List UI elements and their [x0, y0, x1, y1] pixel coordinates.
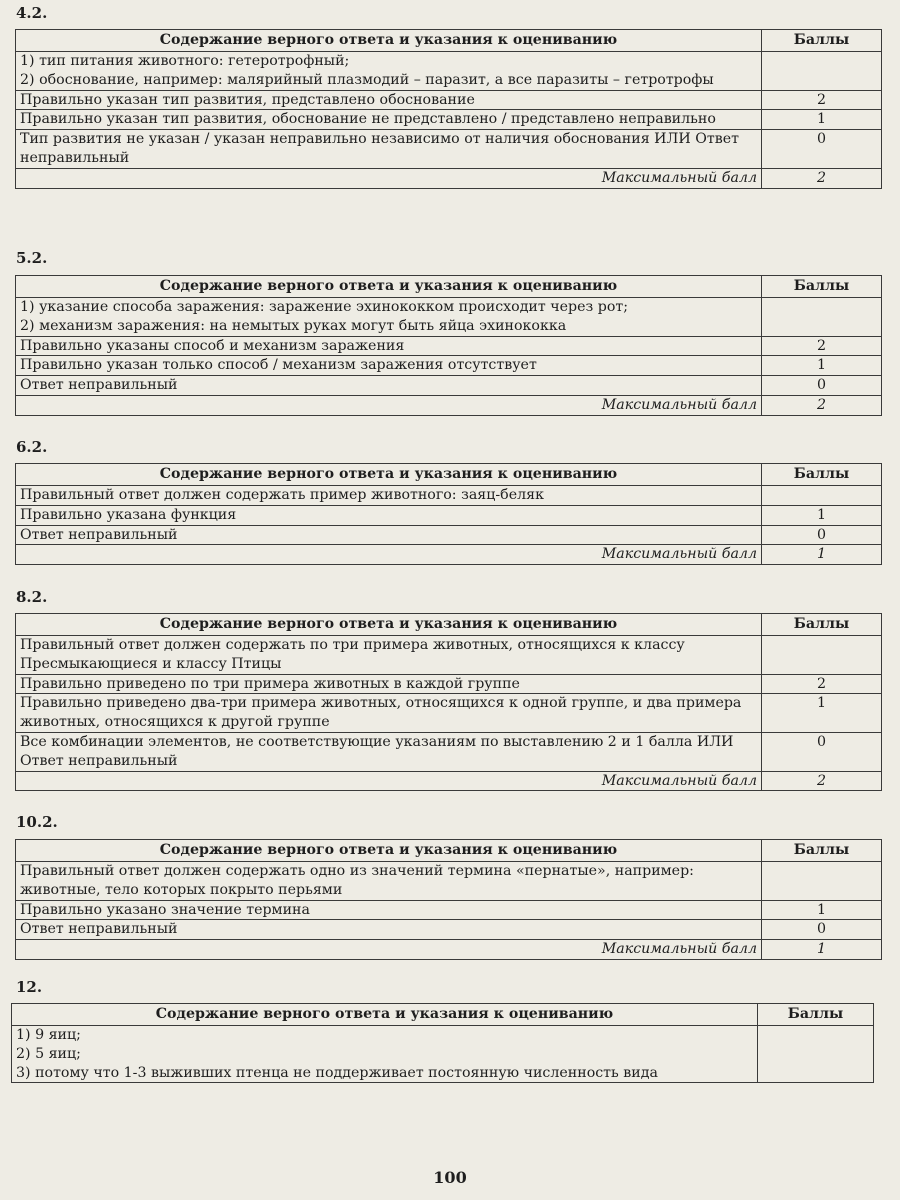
- criteria-text: Тип развития не указан / указан неправильно независимо от наличия обоснования ИЛИ Ответ неправильный: [16, 130, 762, 169]
- section-number: 5.2.: [16, 249, 48, 267]
- criteria-row: [16, 920, 882, 940]
- max-score-label: Максимальный балл: [16, 545, 762, 565]
- criteria-text: Правильно указаны способ и механизм заражения: [16, 336, 762, 356]
- answer-points-empty: [762, 636, 882, 675]
- criteria-row: [16, 356, 882, 376]
- max-score-row: [16, 168, 882, 188]
- criteria-table: [11, 1003, 874, 1083]
- criteria-text: Правильно указан тип развития, представлено обоснование: [16, 90, 762, 110]
- header-points: Баллы: [758, 1004, 874, 1026]
- criteria-points: 1: [762, 110, 882, 130]
- max-score-value: 1: [762, 545, 882, 565]
- criteria-row: [16, 900, 882, 920]
- answer-line: 3) потому что 1-3 выживших птенца не поддерживает постоянную численность вида: [16, 1064, 658, 1081]
- answer-row: [16, 862, 882, 901]
- criteria-table: [15, 839, 882, 960]
- max-score-label: Максимальный балл: [16, 395, 762, 415]
- criteria-text: Все комбинации элементов, не соответствующие указаниям по выставлению 2 и 1 балла ИЛИ Ответ неправильный: [16, 732, 762, 771]
- criteria-row: [16, 525, 882, 545]
- table-header-row: [16, 464, 882, 486]
- page-number: 100: [433, 1168, 467, 1187]
- table-header-row: [16, 614, 882, 636]
- header-content: Содержание верного ответа и указания к оцениванию: [16, 30, 762, 52]
- table-header-row: [16, 840, 882, 862]
- max-score-row: [16, 545, 882, 565]
- criteria-table: [15, 29, 882, 189]
- criteria-row: [16, 110, 882, 130]
- header-points: Баллы: [762, 614, 882, 636]
- criteria-row: [16, 505, 882, 525]
- criteria-table: [15, 613, 882, 791]
- header-content: Содержание верного ответа и указания к оцениванию: [16, 276, 762, 298]
- answer-line: 1) указание способа заражения: заражение эхинококком происходит через рот;: [20, 299, 628, 315]
- criteria-text: Ответ неправильный: [16, 525, 762, 545]
- max-score-row: [16, 940, 882, 960]
- answer-row: [16, 636, 882, 675]
- answer-line: 1) тип питания животного: гетеротрофный;: [20, 53, 350, 69]
- answer-content: [12, 1026, 758, 1083]
- max-score-label: Максимальный балл: [16, 771, 762, 791]
- criteria-points: 1: [762, 694, 882, 733]
- criteria-text: Правильно приведено по три примера животных в каждой группе: [16, 674, 762, 694]
- max-score-value: 1: [762, 940, 882, 960]
- criteria-points: 0: [762, 732, 882, 771]
- max-score-row: [16, 395, 882, 415]
- section-number: 8.2.: [16, 588, 48, 606]
- criteria-row: [16, 732, 882, 771]
- answer-line: Правильный ответ должен содержать по три примера животных, относящихся к классу Пресмыкающиеся и классу Птицы: [20, 637, 685, 672]
- table-header-row: [16, 30, 882, 52]
- answer-points-empty: [762, 52, 882, 91]
- answer-points-empty: [762, 298, 882, 337]
- answer-row: [16, 298, 882, 337]
- answer-row: [16, 486, 882, 506]
- max-score-label: Максимальный балл: [16, 168, 762, 188]
- answer-content: [16, 486, 762, 506]
- criteria-text: Правильно указана функция: [16, 505, 762, 525]
- criteria-row: [16, 674, 882, 694]
- section-number: 4.2.: [16, 4, 48, 22]
- criteria-points: 1: [762, 900, 882, 920]
- section-number: 12.: [16, 978, 43, 996]
- criteria-points: 2: [762, 674, 882, 694]
- answer-content: [16, 862, 762, 901]
- header-points: Баллы: [762, 464, 882, 486]
- answer-points-empty: [762, 862, 882, 901]
- answer-line: Правильный ответ должен содержать одно из значений термина «пернатые», например: животные, тело которых покрыто перьями: [20, 863, 694, 898]
- header-points: Баллы: [762, 30, 882, 52]
- header-points: Баллы: [762, 276, 882, 298]
- answer-row: [12, 1026, 874, 1083]
- criteria-row: [16, 376, 882, 396]
- max-score-label: Максимальный балл: [16, 940, 762, 960]
- criteria-row: [16, 336, 882, 356]
- header-content: Содержание верного ответа и указания к оцениванию: [16, 840, 762, 862]
- max-score-row: [16, 771, 882, 791]
- max-score-value: 2: [762, 771, 882, 791]
- answer-line: 2) механизм заражения: на немытых руках могут быть яйца эхинококка: [20, 317, 567, 334]
- criteria-table: [15, 463, 882, 565]
- criteria-text: Ответ неправильный: [16, 376, 762, 396]
- criteria-points: 2: [762, 336, 882, 356]
- header-content: Содержание верного ответа и указания к оцениванию: [12, 1004, 758, 1026]
- header-content: Содержание верного ответа и указания к оцениванию: [16, 614, 762, 636]
- criteria-row: [16, 694, 882, 733]
- criteria-text: Правильно указан только способ / механизм заражения отсутствует: [16, 356, 762, 376]
- criteria-points: 0: [762, 525, 882, 545]
- criteria-points: 0: [762, 920, 882, 940]
- criteria-text: Правильно указан тип развития, обоснование не представлено / представлено неправильно: [16, 110, 762, 130]
- answer-content: [16, 298, 762, 337]
- criteria-row: [16, 90, 882, 110]
- criteria-points: 1: [762, 505, 882, 525]
- answer-row: [16, 52, 882, 91]
- max-score-value: 2: [762, 395, 882, 415]
- header-points: Баллы: [762, 840, 882, 862]
- answer-content: [16, 636, 762, 675]
- criteria-text: Правильно указано значение термина: [16, 900, 762, 920]
- header-content: Содержание верного ответа и указания к оцениванию: [16, 464, 762, 486]
- section-number: 6.2.: [16, 438, 48, 456]
- criteria-text: Ответ неправильный: [16, 920, 762, 940]
- criteria-points: 0: [762, 130, 882, 169]
- answer-points-empty: [762, 486, 882, 506]
- answer-content: [16, 52, 762, 91]
- criteria-table: [15, 275, 882, 416]
- criteria-row: [16, 130, 882, 169]
- answer-points-empty: [758, 1026, 874, 1083]
- criteria-points: 2: [762, 90, 882, 110]
- criteria-points: 0: [762, 376, 882, 396]
- criteria-text: Правильно приведено два-три примера животных, относящихся к одной группе, и два примера животных, относящихся к другой группе: [16, 694, 762, 733]
- max-score-value: 2: [762, 168, 882, 188]
- criteria-points: 1: [762, 356, 882, 376]
- answer-line: 2) обоснование, например: малярийный плазмодий – паразит, а все паразиты – гетротрофы: [20, 71, 714, 88]
- table-header-row: [12, 1004, 874, 1026]
- answer-line: 2) 5 яиц;: [16, 1045, 81, 1062]
- table-header-row: [16, 276, 882, 298]
- answer-line: 1) 9 яиц;: [16, 1027, 81, 1043]
- section-number: 10.2.: [16, 813, 58, 831]
- answer-line: Правильный ответ должен содержать пример животного: заяц-беляк: [20, 487, 544, 503]
